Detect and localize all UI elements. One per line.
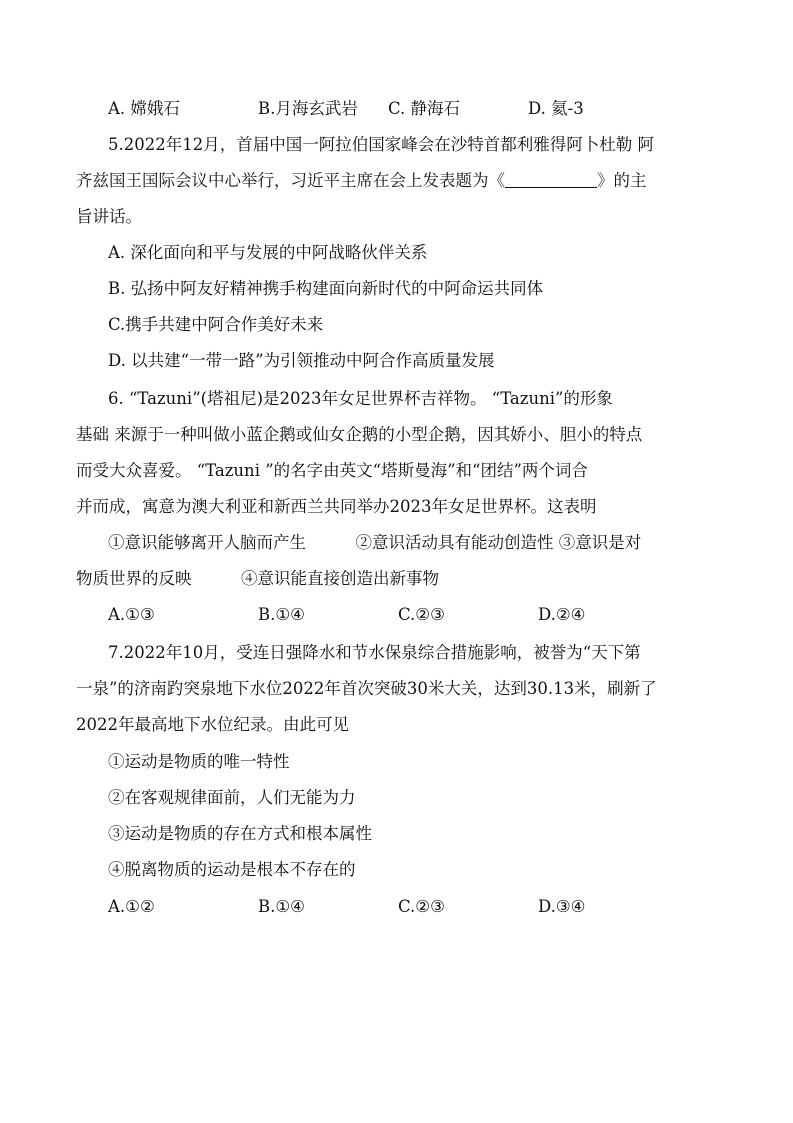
q4-option-b: B.月海玄武岩 [258, 99, 358, 118]
q6-option-c: C.②③ [398, 605, 445, 624]
q4-option-a: A. 嫦娥石 [108, 99, 180, 118]
q6-statements-line-2: 物质世界的反映 ④意识能直接创造出新事物 [76, 569, 439, 588]
q7-option-d: D.③④ [538, 897, 586, 916]
q6-stem-line-3: 而受大众喜爱。 “Tazuni ”的名字由英文“塔斯曼海”和“团结”两个词合 [76, 461, 588, 480]
q6-option-d: D.②④ [538, 605, 586, 624]
q6-option-a: A.①③ [108, 605, 155, 624]
q5-stem-line-2 [76, 170, 647, 192]
q7-stem-line-2: 一泉”的济南趵突泉地下水位2022年首次突破30米大关，达到30.13米，刷新了 [76, 679, 657, 698]
q5-stem-line-2-after: 》的主 [597, 171, 647, 190]
q6-statements-line-1: ①意识能够离开人脑而产生 ②意识活动具有能动创造性 ③意识是对 [108, 533, 642, 552]
q6-stem-line-2: 基础 来源于一种叫做小蓝企鹅或仙女企鹅的小型企鹅，因其娇小、胆小的特点 [76, 425, 643, 444]
q6-stem-line-1: 6. “Tazuni”(塔祖尼)是2023年女足世界杯吉祥物。 “Tazuni”的形象 [108, 389, 613, 408]
q7-option-a: A.①② [108, 897, 155, 916]
q6-stem-line-4: 并而成，寓意为澳大利亚和新西兰共同举办2023年女足世界杯。这表明 [76, 497, 597, 516]
q5-stem-line-3: 旨讲话。 [76, 207, 142, 226]
q6-option-b: B.①④ [258, 605, 305, 624]
q5-option-c: C.携手共建中阿合作美好未来 [108, 315, 324, 334]
q5-stem-line-2-before: 齐兹国王国际会议中心举行，习近平主席在会上发表题为《 [76, 171, 505, 190]
q7-statement-2: ②在客观规律面前，人们无能为力 [108, 788, 356, 807]
q7-statement-3: ③运动是物质的存在方式和根本属性 [108, 824, 372, 843]
answer-blank [505, 171, 597, 188]
q7-option-b: B.①④ [258, 897, 305, 916]
q5-option-a: A. 深化面向和平与发展的中阿战略伙伴关系 [108, 243, 428, 262]
q4-option-c: C. 静海石 [388, 99, 461, 118]
q7-statement-1: ①运动是物质的唯一特性 [108, 752, 290, 771]
q5-option-b: B. 弘扬中阿友好精神携手构建面向新时代的中阿命运共同体 [108, 279, 544, 298]
q5-stem-line-1: 5.2022年12月，首届中国一阿拉伯国家峰会在沙特首都利雅得阿卜杜勒 阿 [108, 135, 654, 154]
q7-option-c: C.②③ [398, 897, 445, 916]
q7-stem-line-3: 2022年最高地下水位纪录。由此可见 [76, 715, 349, 734]
q7-stem-line-1: 7.2022年10月，受连日强降水和节水保泉综合措施影响，被誉为“天下第 [108, 643, 641, 662]
q5-option-d: D. 以共建“一带一路”为引领推动中阿合作高质量发展 [108, 351, 495, 370]
q7-statement-4: ④脱离物质的运动是根本不存在的 [108, 860, 356, 879]
q4-option-d: D. 氦-3 [528, 99, 584, 118]
